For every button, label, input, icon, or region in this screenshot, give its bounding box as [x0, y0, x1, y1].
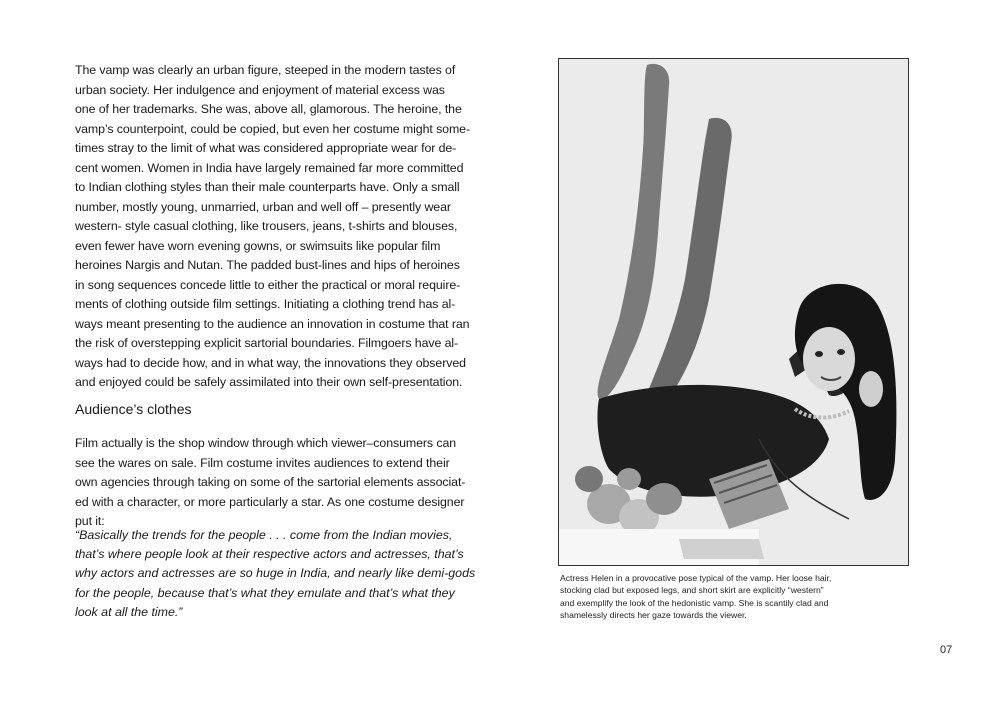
- page-number: 07: [940, 644, 953, 656]
- body-column-left-2: [75, 434, 505, 532]
- section-heading: Audience’s clothes: [75, 401, 192, 417]
- photo-caption: Actress Helen in a provocative pose typical of the vamp. Her loose hair, stocking clad but exposed legs, and short skirt are explicitly “western” and exemplify the look of the hedonistic vamp. She is scantily clad and shamelessly directs her gaze towards the viewer.: [560, 573, 832, 621]
- body-paragraph-2: Film actually is the shop window through which viewer–consumers can see the wares on sale. Film costume invites audiences to extend their own agencies through taking on some of the sartorial elements associat- ed with a character, or more particularly a star. As one costume designer put it:: [75, 436, 466, 528]
- photo-illustration: [559, 59, 909, 566]
- body-paragraph-1: The vamp was clearly an urban figure, steeped in the modern tastes of urban society. Her indulgence and enjoyment of material excess was one of her trademarks. She was, above all, glamorous. The heroine, the vamp’s counterpoint, could be copied, but even her costume might some- times stray to the limit of what was considered appropriate wear for de- cent women. Women in India have largely remained far more committed to Indian clothing styles than their male counterparts have. Only a small number, mostly young, unmarried, urban and well off – presently wear western- style casual clothing, like trousers, jeans, t-shirts and blouses, even fewer have worn evening gowns, or swimsuits like popular film heroines Nargis and Nutan. The padded bust-lines and hips of heroines in song sequences concede little to either the practical or moral require- ments of clothing outside film settings. Initiating a clothing trend has al- ways meant presenting to the audience an innovation in costume that ran the risk of overstepping explicit sartorial boundaries. Filmgoers have al- ways had to decide how, and in what way, the innovations they observed and enjoyed could be safely assimilated into their own self-presentation.: [75, 63, 471, 389]
- designer-quote: “Basically the trends for the people . . . come from the Indian movies, that’s where people look at their respective actors and actresses, that’s why actors and actresses are so huge in India, and nearly like demi-gods for the people, because that’s what they emulate and that’s what they look at all the time.”: [75, 528, 476, 619]
- actress-photo: [558, 58, 909, 566]
- body-column-left: [75, 61, 505, 393]
